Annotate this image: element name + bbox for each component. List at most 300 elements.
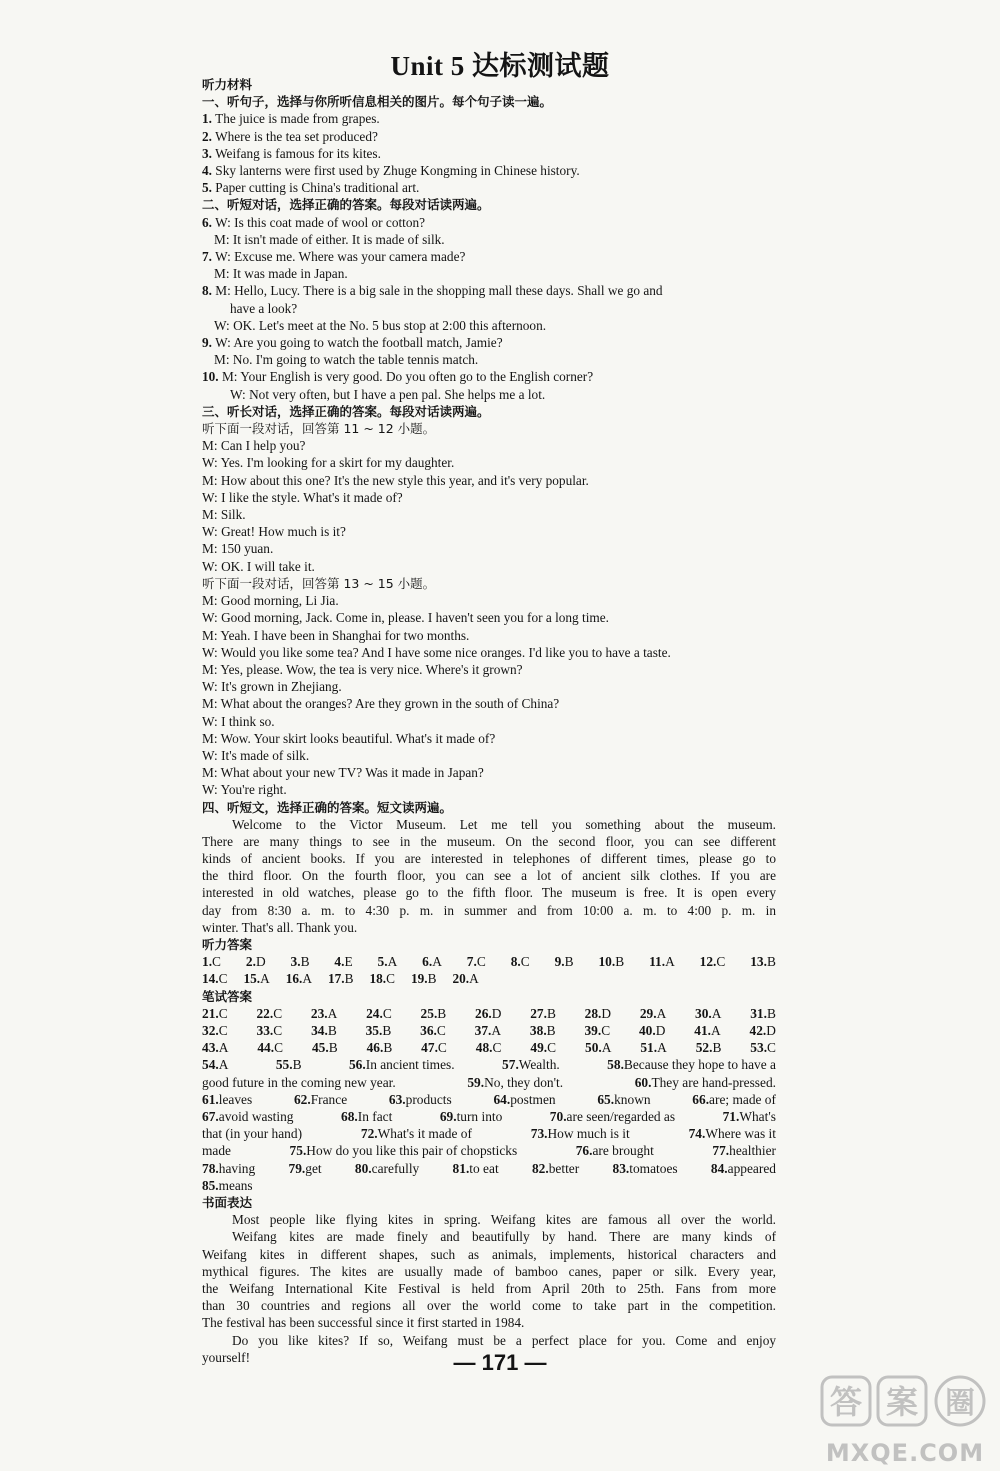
- answer-value: B: [766, 1005, 776, 1021]
- answer-value: A: [387, 954, 398, 970]
- answer-item: [341, 1108, 392, 1125]
- watermark-logo: [816, 1373, 994, 1469]
- answer-value: C: [547, 1040, 557, 1056]
- answer-item: [694, 1022, 720, 1039]
- part1-item: [202, 162, 776, 179]
- answer-number: 2.: [245, 954, 256, 970]
- answer-number: 48.: [475, 1040, 493, 1056]
- listening-material-heading: 听力材料: [202, 77, 253, 92]
- item-text: Paper cutting is China's traditional art.: [211, 180, 420, 196]
- answer-item: [750, 1039, 776, 1056]
- answer-number: 72.: [360, 1126, 378, 1142]
- answer-number: 74.: [688, 1126, 706, 1142]
- answer-number: 21.: [202, 1005, 219, 1021]
- answer-number: 32.: [202, 1023, 219, 1039]
- part1-item: [202, 110, 776, 127]
- answer-value: better: [548, 1160, 580, 1176]
- answer-number: 60.: [634, 1074, 652, 1090]
- answer-item: [389, 1091, 452, 1108]
- answer-value: B: [327, 1023, 337, 1039]
- answer-item: [246, 953, 266, 970]
- answer-item: [550, 1108, 675, 1125]
- answer-value: C: [767, 1040, 776, 1056]
- answer-item: [584, 1022, 610, 1039]
- answer-number: 68.: [341, 1109, 358, 1125]
- answer-number: 22.: [256, 1005, 274, 1021]
- dialog2-line: M: Yeah. I have been in Shanghai for two months.: [202, 627, 470, 643]
- answer-number: 58.: [607, 1057, 624, 1073]
- answer-item: [531, 1125, 630, 1142]
- essay-line: Most people like flying kites in spring. Weifang kites are famous all over the world.: [232, 1212, 776, 1228]
- dialog1-line: W: Yes. I'm looking for a skirt for my daughter.: [202, 455, 455, 471]
- answer-value: are brought: [592, 1143, 654, 1159]
- part3-heading: 三、听长对话，选择正确的答案。每段对话读两遍。: [202, 403, 490, 419]
- answer-number: 62.: [293, 1091, 311, 1107]
- answer-number: 40.: [638, 1023, 656, 1039]
- answer-item: [422, 953, 442, 970]
- answer-number: 12.: [699, 954, 717, 970]
- answer-value: that (in your hand): [202, 1126, 303, 1142]
- answer-item: [475, 1022, 501, 1039]
- answer-value: to eat: [469, 1160, 499, 1176]
- item-number: 8.: [202, 283, 212, 299]
- answer-row: [202, 1091, 776, 1108]
- answer-item: [420, 1022, 446, 1039]
- dialog2-line: M: Wow. Your skirt looks beautiful. What's it made of?: [202, 730, 496, 746]
- part2-line: [202, 351, 776, 368]
- answer-value: C: [437, 1040, 447, 1056]
- item-number: 5.: [202, 180, 212, 196]
- answer-value: C: [520, 954, 530, 970]
- answer-value: A: [601, 1040, 612, 1056]
- dialog-text: M: It was made in Japan.: [214, 266, 348, 282]
- item-number: 9.: [202, 335, 212, 351]
- answer-value: A: [491, 1023, 502, 1039]
- passage-line: There are many things to see in the museum. On the second floor, you can see different: [202, 833, 776, 849]
- answer-value: are; made of: [709, 1091, 776, 1107]
- answer-item: [467, 953, 486, 970]
- dialog-text: M: Hello, Lucy. There is a big sale in the shopping mall these days. Shall we go and: [211, 283, 663, 299]
- answer-item: [585, 1005, 611, 1022]
- essay-line: the Weifang International Kite Festival is held from April 20th to 25th. Fans from more: [202, 1281, 776, 1297]
- answer-item: [256, 1005, 282, 1022]
- answer-number: 14.: [202, 971, 219, 987]
- answer-value: A: [656, 1005, 667, 1021]
- answer-item: [311, 1005, 337, 1022]
- answer-item: [311, 1022, 337, 1039]
- answer-item: [723, 1108, 776, 1125]
- answer-value: C: [436, 1023, 446, 1039]
- answer-value: They are hand-pressed.: [651, 1074, 776, 1090]
- answer-item: [355, 1160, 419, 1177]
- answer-value: C: [218, 1005, 228, 1021]
- answer-value: B: [615, 954, 625, 970]
- answer-value: products: [405, 1091, 452, 1107]
- answer-item: [202, 1074, 396, 1091]
- dialog2-intro: 听下面一段对话，回答第 13 ~ 15 小题。: [202, 575, 436, 591]
- svg-text:圈: 圈: [945, 1386, 975, 1421]
- answer-value: A: [665, 954, 675, 970]
- answer-value: C: [386, 971, 395, 987]
- answer-row: [202, 1108, 776, 1125]
- answer-item: [711, 1160, 776, 1177]
- answer-number: 10.: [598, 954, 616, 970]
- dialog1-line: M: How about this one? It's the new style this year, and it's very popular.: [202, 472, 589, 488]
- part4-heading: 四、听短文，选择正确的答案。短文读两遍。: [202, 799, 453, 815]
- answer-item: [530, 1022, 556, 1039]
- answer-number: 33.: [256, 1023, 274, 1039]
- answer-item: [366, 1022, 392, 1039]
- answer-number: 70.: [549, 1109, 567, 1125]
- answer-row: [202, 1074, 776, 1091]
- answer-row: [202, 970, 776, 987]
- answer-item: [421, 1005, 447, 1022]
- answer-number: 35.: [365, 1023, 383, 1039]
- answer-value: No, they don't.: [484, 1074, 564, 1090]
- answer-number: 52.: [695, 1040, 713, 1056]
- answer-value: C: [212, 954, 221, 970]
- answer-number: 7.: [466, 954, 477, 970]
- answer-number: 43.: [202, 1040, 219, 1056]
- writing-heading: 书面表达: [202, 1195, 253, 1211]
- answer-item: [286, 971, 312, 986]
- dialog-text: M: It isn't made of either. It is made of silk.: [214, 231, 445, 247]
- item-text: Sky lanterns were first used by Zhuge Kongming in Chinese history.: [211, 163, 580, 179]
- answer-value: D: [766, 1023, 776, 1039]
- answer-value: B: [712, 1040, 722, 1056]
- answer-number: 31.: [750, 1005, 767, 1021]
- answer-item: [530, 1039, 556, 1056]
- item-text: Where is the tea set produced?: [211, 128, 378, 144]
- answer-number: 66.: [692, 1091, 710, 1107]
- answer-value: known: [614, 1091, 651, 1107]
- answer-value: B: [382, 1023, 392, 1039]
- answer-value: healthier: [729, 1143, 776, 1159]
- answer-value: B: [766, 954, 776, 970]
- answer-item: [639, 1022, 665, 1039]
- answer-value: are seen/regarded as: [566, 1109, 676, 1125]
- svg-text:答: 答: [829, 1383, 863, 1421]
- part2-line: [202, 334, 776, 351]
- answer-item: [493, 1091, 555, 1108]
- answer-value: B: [300, 954, 310, 970]
- part1-heading: 一、听句子，选择与你所听信息相关的图片。每个句子读一遍。: [202, 94, 553, 110]
- dialog1-line: W: Great! How much is it?: [202, 524, 346, 540]
- answer-number: 53.: [750, 1040, 768, 1056]
- answer-value: A: [218, 1040, 229, 1056]
- dialog2-line: M: What about your new TV? Was it made in Japan?: [202, 765, 484, 781]
- dialog1-line: M: Can I help you?: [202, 438, 306, 454]
- dialog-text: W: Not very often, but I have a pen pal. She helps me a lot.: [230, 386, 546, 402]
- answer-item: [649, 953, 675, 970]
- answer-value: B: [546, 1005, 556, 1021]
- item-number: 2.: [202, 128, 212, 144]
- item-number: 6.: [202, 214, 212, 230]
- page-number: — 171 —: [453, 1350, 547, 1375]
- answer-number: 61.: [202, 1091, 219, 1107]
- essay-line: yourself!: [202, 1349, 250, 1365]
- dialog2-line: W: It's grown in Zhejiang.: [202, 679, 342, 695]
- part2-line: [202, 317, 776, 334]
- answer-value: B: [383, 1040, 393, 1056]
- answer-item: [585, 1039, 611, 1056]
- answer-value: B: [437, 1005, 447, 1021]
- answer-value: C: [601, 1023, 611, 1039]
- answer-number: 19.: [410, 971, 428, 987]
- answer-value: C: [716, 954, 726, 970]
- answer-value: appeared: [727, 1160, 776, 1176]
- answer-number: 45.: [311, 1040, 329, 1056]
- answer-value: C: [274, 1040, 284, 1056]
- page-content: [202, 76, 776, 1366]
- answer-item: [334, 953, 352, 970]
- dialog2-line: W: I think so.: [202, 713, 275, 729]
- answer-number: 28.: [584, 1005, 602, 1021]
- answer-number: 18.: [369, 971, 387, 987]
- answer-value: C: [218, 1023, 228, 1039]
- part1-item: [202, 128, 776, 145]
- answer-number: 4.: [334, 954, 345, 970]
- answer-item: [453, 1160, 499, 1177]
- answer-value: tomatoes: [629, 1160, 678, 1176]
- dialog1-line: W: OK. I will take it.: [202, 558, 315, 574]
- answer-number: 16.: [285, 971, 303, 987]
- answer-value: A: [469, 971, 479, 987]
- answer-value: A: [657, 1040, 667, 1056]
- answer-item: [502, 1056, 560, 1073]
- answer-row: [202, 1125, 776, 1142]
- answer-number: 3.: [290, 954, 301, 970]
- part1-item: [202, 145, 776, 162]
- answer-item: [712, 1142, 776, 1159]
- answer-value: C: [492, 1040, 502, 1056]
- answer-row: [202, 1005, 776, 1022]
- answer-number: 55.: [275, 1057, 293, 1073]
- answer-item: [597, 1091, 650, 1108]
- dialog1-line: M: Silk.: [202, 507, 246, 523]
- answer-item: [361, 1125, 472, 1142]
- answer-item: [452, 971, 478, 986]
- answer-item: [257, 1039, 283, 1056]
- answer-item: [202, 1125, 302, 1142]
- answer-value: made: [202, 1143, 231, 1159]
- answer-item: [291, 953, 310, 970]
- answer-number: 69.: [439, 1109, 457, 1125]
- answer-number: 17.: [327, 971, 345, 987]
- answer-item: [511, 953, 530, 970]
- answer-value: B: [328, 1040, 338, 1056]
- answer-number: 41.: [694, 1023, 711, 1039]
- answer-value: A: [432, 954, 442, 970]
- answer-number: 56.: [348, 1057, 366, 1073]
- answer-item: [640, 1039, 666, 1056]
- answer-item: [349, 1056, 455, 1073]
- answer-value: carefully: [371, 1160, 420, 1176]
- answer-item: [696, 1039, 722, 1056]
- answer-value: having: [218, 1160, 256, 1176]
- svg-text:MXQE.COM: MXQE.COM: [825, 1439, 985, 1467]
- answer-item: [202, 1005, 228, 1022]
- answer-value: good future in the coming new year.: [202, 1074, 396, 1090]
- item-number: 1.: [202, 111, 212, 127]
- dialog-text: have a look?: [230, 300, 298, 316]
- essay-line: Weifang kites in different shapes, such as animals, implements, historical characters and: [202, 1246, 776, 1262]
- answer-item: [202, 953, 221, 970]
- part2-line: [202, 214, 776, 231]
- answer-value: D: [655, 1023, 666, 1039]
- svg-text:案: 案: [885, 1383, 919, 1421]
- essay-line: Do you like kites? If so, Weifang must be a perfect place for you. Come and enjoy: [232, 1332, 776, 1348]
- part2-heading: 二、听短对话，选择正确的答案。每段对话读两遍。: [202, 197, 490, 213]
- answer-item: [328, 971, 354, 986]
- answer-number: 9.: [554, 954, 565, 970]
- answer-item: [294, 1091, 347, 1108]
- answer-number: 54.: [202, 1057, 219, 1073]
- answer-value: B: [427, 971, 437, 987]
- answer-value: A: [302, 971, 312, 987]
- answer-number: 36.: [420, 1023, 437, 1039]
- answer-number: 44.: [257, 1040, 275, 1056]
- answer-number: 25.: [420, 1005, 438, 1021]
- answer-value: A: [711, 1005, 722, 1021]
- answer-number: 71.: [722, 1109, 740, 1125]
- part2-line: [202, 300, 776, 317]
- passage-line: day from 8:30 a. m. to 4:30 p. m. in summer and from 10:00 a. m. to 4:00 p. m. in: [202, 902, 776, 918]
- answer-number: 57.: [502, 1057, 519, 1073]
- answer-number: 64.: [493, 1091, 511, 1107]
- part2-line: [202, 231, 776, 248]
- answer-value: What's it made of: [377, 1126, 472, 1142]
- dialog-text: W: OK. Let's meet at the No. 5 bus stop at 2:00 this afternoon.: [214, 317, 547, 333]
- part2-line: [202, 265, 776, 282]
- answer-value: A: [260, 971, 270, 987]
- answer-number: 81.: [452, 1160, 470, 1176]
- answer-value: France: [310, 1091, 348, 1107]
- listening-answers-heading: 听力答案: [202, 937, 253, 953]
- answer-row: [202, 1022, 776, 1039]
- answer-value: A: [218, 1057, 229, 1073]
- answer-item: [613, 1160, 678, 1177]
- answer-value: C: [382, 1005, 392, 1021]
- answer-item: [440, 1108, 503, 1125]
- passage-line: winter. That's all. Thank you.: [202, 919, 358, 935]
- answer-item: [692, 1091, 776, 1108]
- answer-number: 76.: [575, 1143, 593, 1159]
- answer-value: B: [292, 1057, 302, 1073]
- answer-number: 42.: [749, 1023, 767, 1039]
- answer-number: 47.: [421, 1040, 438, 1056]
- answer-value: B: [564, 954, 574, 970]
- answer-number: 38.: [529, 1023, 547, 1039]
- answer-value: Wealth.: [518, 1057, 560, 1073]
- answer-item: [695, 1005, 721, 1022]
- item-number: 7.: [202, 249, 212, 265]
- passage-line: Welcome to the Victor Museum. Let me tell you something about the museum.: [232, 816, 776, 832]
- part2-line: [202, 386, 776, 403]
- answer-value: How much is it: [547, 1126, 630, 1142]
- answer-item: [750, 953, 776, 970]
- answer-value: How do you like this pair of chopsticks: [306, 1143, 518, 1159]
- item-text: Weifang is famous for its kites.: [211, 145, 381, 161]
- answer-item: [607, 1056, 776, 1073]
- answer-item: [421, 1039, 447, 1056]
- answer-item: [476, 1039, 502, 1056]
- passage-line: the third floor. On the fourth floor, you can see a lot of ancient silk clothes. If you are: [202, 868, 776, 884]
- answer-number: 50.: [585, 1040, 602, 1056]
- answer-value: avoid wasting: [218, 1109, 294, 1125]
- answer-number: 82.: [531, 1160, 549, 1176]
- essay-line: The festival has been successful since it first started in 1984.: [202, 1315, 525, 1331]
- answer-item: [202, 1022, 228, 1039]
- answer-item: [290, 1142, 518, 1159]
- answer-row: [202, 1160, 776, 1177]
- answer-item: [475, 1005, 501, 1022]
- dialog2-line: W: Would you like some tea? And I have some nice oranges. I'd like you to have a taste.: [202, 644, 671, 660]
- passage-line: kinds of ancient books. If you are interested in telephones of different times, please go to: [202, 851, 776, 867]
- part2-line: [202, 248, 776, 265]
- answer-item: [202, 1108, 294, 1125]
- answer-item: [467, 1074, 563, 1091]
- essay-line: Weifang kites are made finely and beautifully by hand. There are many kinds of: [232, 1229, 776, 1245]
- part1-item: [202, 179, 776, 196]
- answer-item: [689, 1125, 776, 1142]
- answer-value: get: [305, 1160, 322, 1176]
- answer-item: [202, 971, 228, 986]
- answer-item: [202, 1056, 228, 1073]
- answer-number: 85.: [202, 1177, 219, 1193]
- answer-item: [411, 971, 437, 986]
- answer-number: 37.: [474, 1023, 492, 1039]
- answer-number: 75.: [289, 1143, 307, 1159]
- answer-item: [202, 1178, 253, 1193]
- answer-number: 24.: [366, 1005, 383, 1021]
- answer-value: means: [218, 1177, 253, 1193]
- dialog-text: W: Is this coat made of wool or cotton?: [211, 214, 426, 230]
- answer-item: [276, 1056, 302, 1073]
- essay-line: mythical figures. The kites are usually made of bamboo canes, paper or silk. Every year,: [202, 1263, 776, 1279]
- answer-row: [202, 1039, 776, 1056]
- answer-number: 67.: [202, 1109, 219, 1125]
- answer-number: 77.: [712, 1143, 730, 1159]
- answer-item: [257, 1022, 283, 1039]
- answer-item: [366, 1005, 392, 1022]
- item-number: 10.: [202, 369, 219, 385]
- answer-number: 39.: [584, 1023, 602, 1039]
- answer-number: 30.: [695, 1005, 712, 1021]
- answer-item: [532, 1160, 579, 1177]
- dialog2-line: M: Good morning, Li Jia.: [202, 593, 339, 609]
- answer-number: 13.: [750, 954, 767, 970]
- answer-number: 1.: [202, 954, 213, 970]
- answer-number: 84.: [710, 1160, 728, 1176]
- answer-number: 65.: [597, 1091, 615, 1107]
- answer-value: C: [273, 1023, 283, 1039]
- dialog2-line: M: What about the oranges? Are they grown in the south of China?: [202, 696, 560, 712]
- answer-number: 6.: [422, 954, 433, 970]
- answer-number: 63.: [388, 1091, 406, 1107]
- answer-item: [598, 953, 624, 970]
- answer-item: [640, 1005, 666, 1022]
- dialog1-intro: 听下面一段对话，回答第 11 ~ 12 小题。: [202, 421, 436, 437]
- dialog2-line: W: You're right.: [202, 782, 287, 798]
- dialog1-line: M: 150 yuan.: [202, 541, 274, 557]
- answer-value: C: [476, 954, 486, 970]
- answer-item: [202, 1091, 252, 1108]
- answer-row: [202, 1056, 776, 1073]
- answer-number: 79.: [288, 1160, 306, 1176]
- answer-item: [202, 1142, 231, 1159]
- dialog2-line: W: Good morning, Jack. Come in, please. I haven't seen you for a long time.: [202, 610, 609, 626]
